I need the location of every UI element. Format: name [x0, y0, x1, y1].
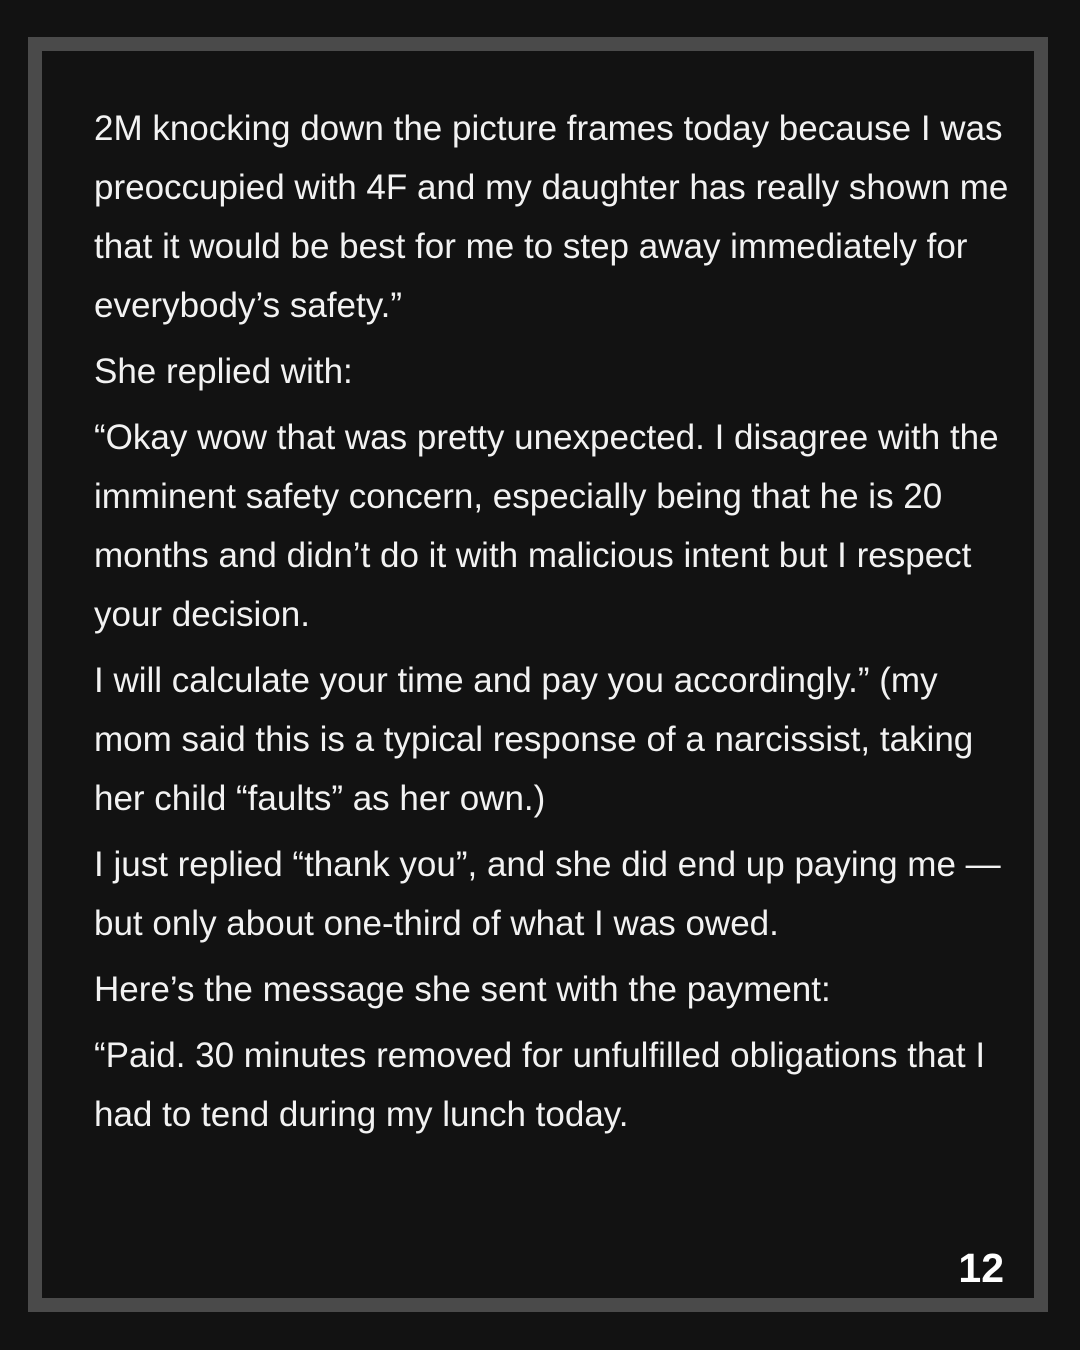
paragraph-5: I just replied “thank you”, and she did end up paying me — but only about one-third of what I was owed. — [94, 845, 1001, 943]
story-text — [94, 99, 1024, 1151]
page-number: 12 — [958, 1245, 1004, 1291]
story-card — [28, 37, 1048, 1312]
paragraph-2: She replied with: — [94, 352, 353, 391]
paragraph-1: 2M knocking down the picture frames today because I was preoccupied with 4F and my daughter has really shown me that it would be best for me to step away immediately for everybody’s safety.” — [94, 109, 1009, 325]
paragraph-7: “Paid. 30 minutes removed for unfulfilled obligations that I had to tend during my lunch today. — [94, 1036, 986, 1134]
paragraph-3: “Okay wow that was pretty unexpected. I disagree with the imminent safety concern, especially being that he is 20 months and didn’t do it with malicious intent but I respect your decision. — [94, 418, 999, 634]
paragraph-4: I will calculate your time and pay you accordingly.” (my mom said this is a typical response of a narcissist, taking her child “faults” as her own.) — [94, 661, 974, 818]
paragraph-6: Here’s the message she sent with the payment: — [94, 970, 831, 1009]
